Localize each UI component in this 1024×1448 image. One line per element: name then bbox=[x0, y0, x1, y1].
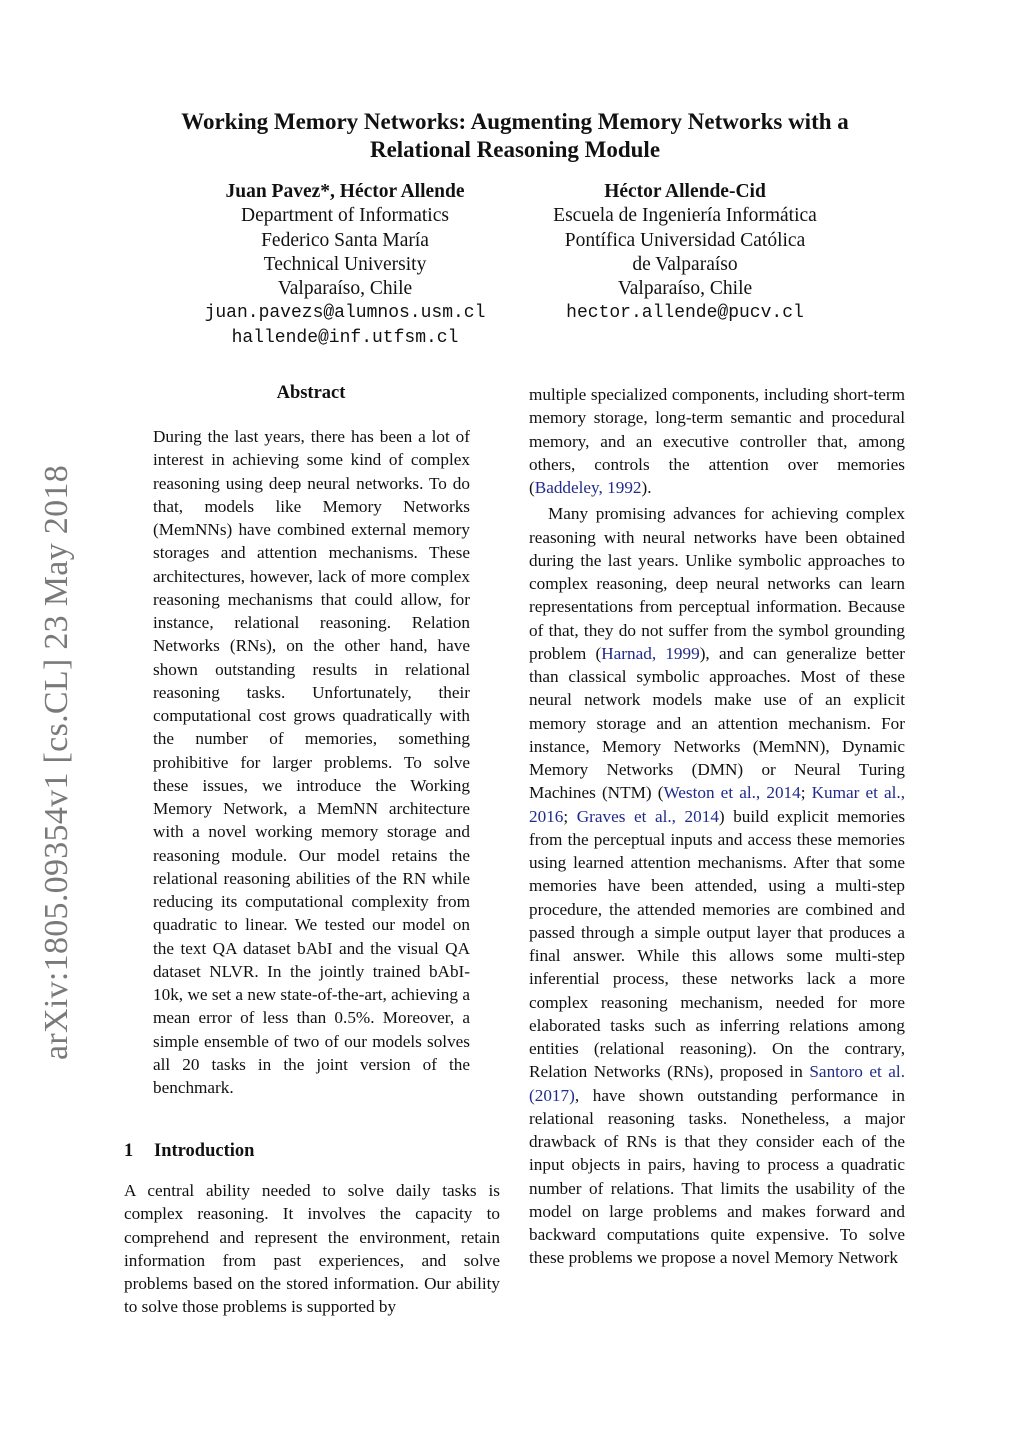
affiliation-line: de Valparaíso bbox=[632, 253, 738, 275]
citation-link[interactable]: Harnad, 1999 bbox=[601, 643, 700, 663]
citation-link[interactable]: Santoro et al. (2017) bbox=[529, 1062, 905, 1105]
affiliation-line: Valparaíso, Chile bbox=[617, 278, 753, 300]
arxiv-identifier-stamp: arXiv:1805.09354v1 [cs.CL] 23 May 2018 bbox=[38, 465, 75, 1060]
paper-title bbox=[120, 108, 910, 164]
title-line-1: Working Memory Networks: Augmenting Memory Networks with a bbox=[181, 109, 849, 134]
affiliation-line: Valparaíso, Chile bbox=[277, 278, 413, 300]
title-line-2: Relational Reasoning Module bbox=[369, 137, 661, 162]
citation-link[interactable]: Baddeley, 1992 bbox=[534, 478, 642, 497]
author-email: hector.allende@pucv.cl bbox=[566, 303, 804, 324]
section-number: 1 bbox=[124, 1141, 134, 1161]
introduction-body bbox=[124, 1179, 500, 1319]
citation-link[interactable]: Graves et al., 2014 bbox=[576, 806, 719, 826]
author-email: juan.pavezs@alumnos.usm.cl bbox=[204, 303, 486, 324]
right-paragraph-1: multiple specialized components, including short-term memory storage, long-term semantic and procedural memory, and an executive controller that, among others, controls the attention over memories (Baddeley, 1992). bbox=[529, 385, 905, 497]
right-column-body bbox=[529, 383, 905, 1270]
abstract-paragraph: During the last years, there has been a lot of interest in achieving some kind of complex reasoning using deep neural networks. To do that, models like Memory Networks (MemNNs) have combined external memory storages and attention mechanisms. These architectures, however, lack of more complex reasoning mechanisms that could allow, for instance, relational reasoning. Relation Networks (RNs), on the other hand, have shown outstanding results in relational reasoning tasks. Unfortunately, their computational cost grows quadratically with the number of memories, something prohibitive for larger problems. To solve these issues, we introduce the Working Memory Network, a MemNN architecture with a novel working memory storage and reasoning module. Our model retains the relational reasoning abilities of the RN while reducing its computational complexity from quadratic to linear. We tested our model on the text QA dataset bAbI and the visual QA dataset NLVR. In the jointly trained bAbI-10k, we set a new state-of-the-art, achieving a mean error of less than 0.5%. Moreover, a simple ensemble of two of our models solves all 20 tasks in the joint version of the benchmark. bbox=[153, 427, 470, 1097]
text-run: , have shown outstanding performance in relational reasoning tasks. Nonetheless, a major drawback of RNs is that they consider each of the input objects in pairs, having to process a quadratic number of relations. That limits the usability of the model on large problems and makes forward and backward computations quite expensive. To solve these problems we propose a novel Memory Network bbox=[529, 1085, 905, 1268]
affiliation-line: Escuela de Ingeniería Informática bbox=[553, 205, 817, 227]
affiliation-line: Department of Informatics bbox=[241, 205, 449, 227]
affiliation-line: Pontífica Universidad Católica bbox=[564, 229, 806, 251]
affiliation-line: Technical University bbox=[263, 253, 427, 275]
affiliation-line: Federico Santa María bbox=[261, 229, 429, 251]
author-names-left: Juan Pavez*, Héctor Allende bbox=[225, 181, 465, 202]
abstract-body bbox=[153, 425, 470, 1099]
citation-link[interactable]: Weston et al., 2014 bbox=[663, 783, 801, 803]
citation-link[interactable]: Kumar et al., 2016 bbox=[529, 783, 905, 826]
text-run: Many promising advances for achieving complex reasoning with neural networks have been obtained during the last years. Unlike symbolic approaches to complex reasoning, deep neural networks can learn representations from perceptual information. Because of that, they do not suffer from the symbol grounding problem ( bbox=[529, 504, 905, 663]
author-name-right: Héctor Allende-Cid bbox=[604, 181, 766, 202]
text-run: ) build explicit memories from the perceptual inputs and access these memories using learned attention mechanisms. After that some memories have been attended, using a multi-step procedure, the attended memories are combined and passed through a simple output layer that produces a final answer. While this allows some multi-step inferential process, these networks lack a more complex reasoning mechanism, needed for more elaborated tasks such as inferring relations among entities (relational reasoning). On the contrary, Relation Networks (RNs), proposed in bbox=[529, 806, 906, 1082]
intro-paragraph: A central ability needed to solve daily tasks is complex reasoning. It involves the capacity to comprehend and represent the environment, retain information from past experiences, and solve problems based on the stored information. Our ability to solve those problems is supported by bbox=[124, 1181, 500, 1317]
author-block-left bbox=[160, 180, 530, 350]
author-email: hallende@inf.utfsm.cl bbox=[231, 327, 459, 348]
abstract-heading: Abstract bbox=[276, 383, 346, 403]
author-block-right bbox=[520, 180, 850, 326]
text-run: multiple specialized components, including short-term memory storage, long-term semantic and procedural memory, and an executive controller that, among others, controls the attention over memories ( bbox=[529, 385, 905, 497]
right-paragraph-2: Many promising advances for achieving complex reasoning with neural networks have been obtained during the last years. Unlike symbolic approaches to complex reasoning, deep neural networks can learn representations from perceptual information. Because of that, they do not suffer from the symbol grounding problem (Harnad, 1999), and can generalize better than classical symbolic approaches. Most of these neural network models make use of an explicit memory storage and an attention mechanism. For instance, Memory Networks (MemNN), Dynamic Memory Networks (DMN) or Neural Turing Machines (NTM) (Weston et al., 2014; Kumar et al., 2016; Graves et al., 2014) build explicit memories from the perceptual inputs and access these memories using learned attention mechanisms. After that some memories have been attended, using a multi-step procedure, the attended memories are combined and passed through a simple output layer that produces a final answer. While this allows some multi-step inferential process, these networks lack a more complex reasoning mechanism, needed for more elaborated tasks such as inferring relations among entities (relational reasoning). On the contrary, Relation Networks (RNs), proposed in Santoro et al. (2017), have shown outstanding performance in relational reasoning tasks. Nonetheless, a major drawback of RNs is that they consider each of the input objects in pairs, having to process a quadratic number of relations. That limits the usability of the model on large problems and makes forward and backward computations quite expensive. To solve these problems we propose a novel Memory Network bbox=[529, 504, 906, 1268]
section-heading-introduction bbox=[124, 1141, 254, 1162]
section-title: Introduction bbox=[154, 1141, 255, 1161]
text-run: ), and can generalize better than classical symbolic approaches. Most of these neural network models make use of an explicit memory storage and an attention mechanism. For instance, Memory Networks (MemNN), Dynamic Memory Networks (DMN) or Neural Turing Machines (NTM) ( bbox=[529, 643, 905, 803]
